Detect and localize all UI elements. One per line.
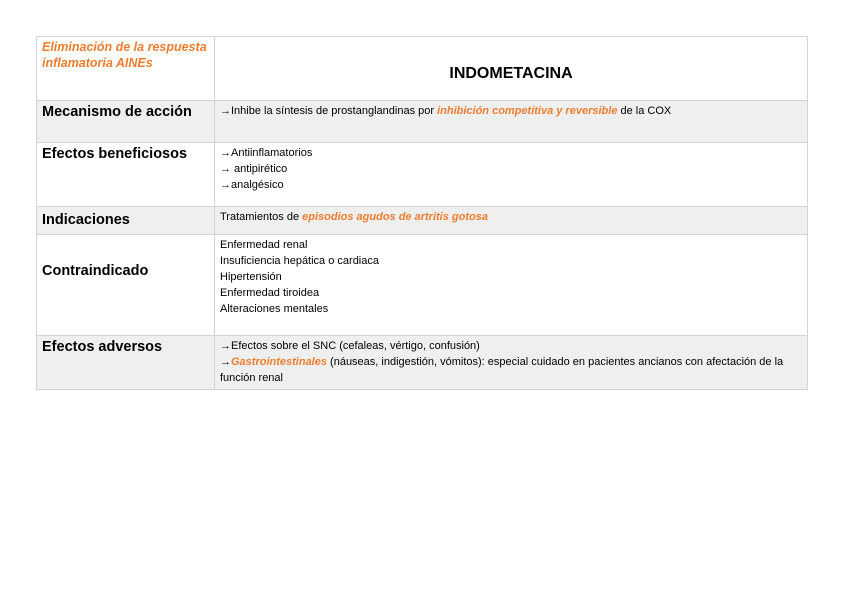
list-item: →analgésico [220, 179, 284, 191]
highlight-text: episodios agudos de artritis gotosa [302, 211, 488, 223]
row-label-efectos-beneficiosos: Efectos beneficiosos [37, 143, 215, 207]
row-content-contraindicado [215, 235, 808, 336]
table-row [37, 101, 808, 143]
row-content-indicaciones: Tratamientos de episodios agudos de artritis gotosa [215, 207, 808, 235]
list-item: Enfermedad tiroidea [220, 287, 320, 299]
row-label-efectos-adversos: Efectos adversos [37, 336, 215, 390]
list-item: →Efectos sobre el SNC (cefaleas, vértigo, confusión) [220, 340, 480, 352]
table-row [37, 143, 808, 207]
list-item: Alteraciones mentales [220, 303, 329, 315]
list-item: →Antiinflamatorios [220, 147, 313, 159]
table-row [37, 207, 808, 235]
row-content-efectos-beneficiosos [215, 143, 808, 207]
table-row [37, 336, 808, 390]
row-label-mecanismo: Mecanismo de acción [37, 101, 215, 143]
list-item: Hipertensión [220, 271, 282, 283]
table-row [37, 235, 808, 336]
highlight-text: Gastrointestinales [231, 356, 327, 368]
section-title: Eliminación de la respuesta inflamatoria AINEs [37, 37, 215, 101]
row-label-contraindicado: Contraindicado [37, 235, 215, 336]
list-item: Enfermedad renal [220, 239, 308, 251]
list-item: →Gastrointestinales (náuseas, indigestión, vómitos): especial cuidado en pacientes ancianos con afectación de la función renal [220, 356, 784, 384]
table-header-row [37, 37, 808, 101]
drug-name: INDOMETACINA [215, 37, 808, 101]
row-label-indicaciones: Indicaciones [37, 207, 215, 235]
list-item: → antipirético [220, 163, 288, 175]
row-content-mecanismo: →Inhibe la síntesis de prostanglandinas por inhibición competitiva y reversible de la COX [215, 101, 808, 143]
drug-table [36, 36, 808, 390]
list-item: Insuficiencia hepática o cardiaca [220, 255, 379, 267]
row-content-efectos-adversos [215, 336, 808, 390]
highlight-text: inhibición competitiva y reversible [437, 105, 618, 117]
